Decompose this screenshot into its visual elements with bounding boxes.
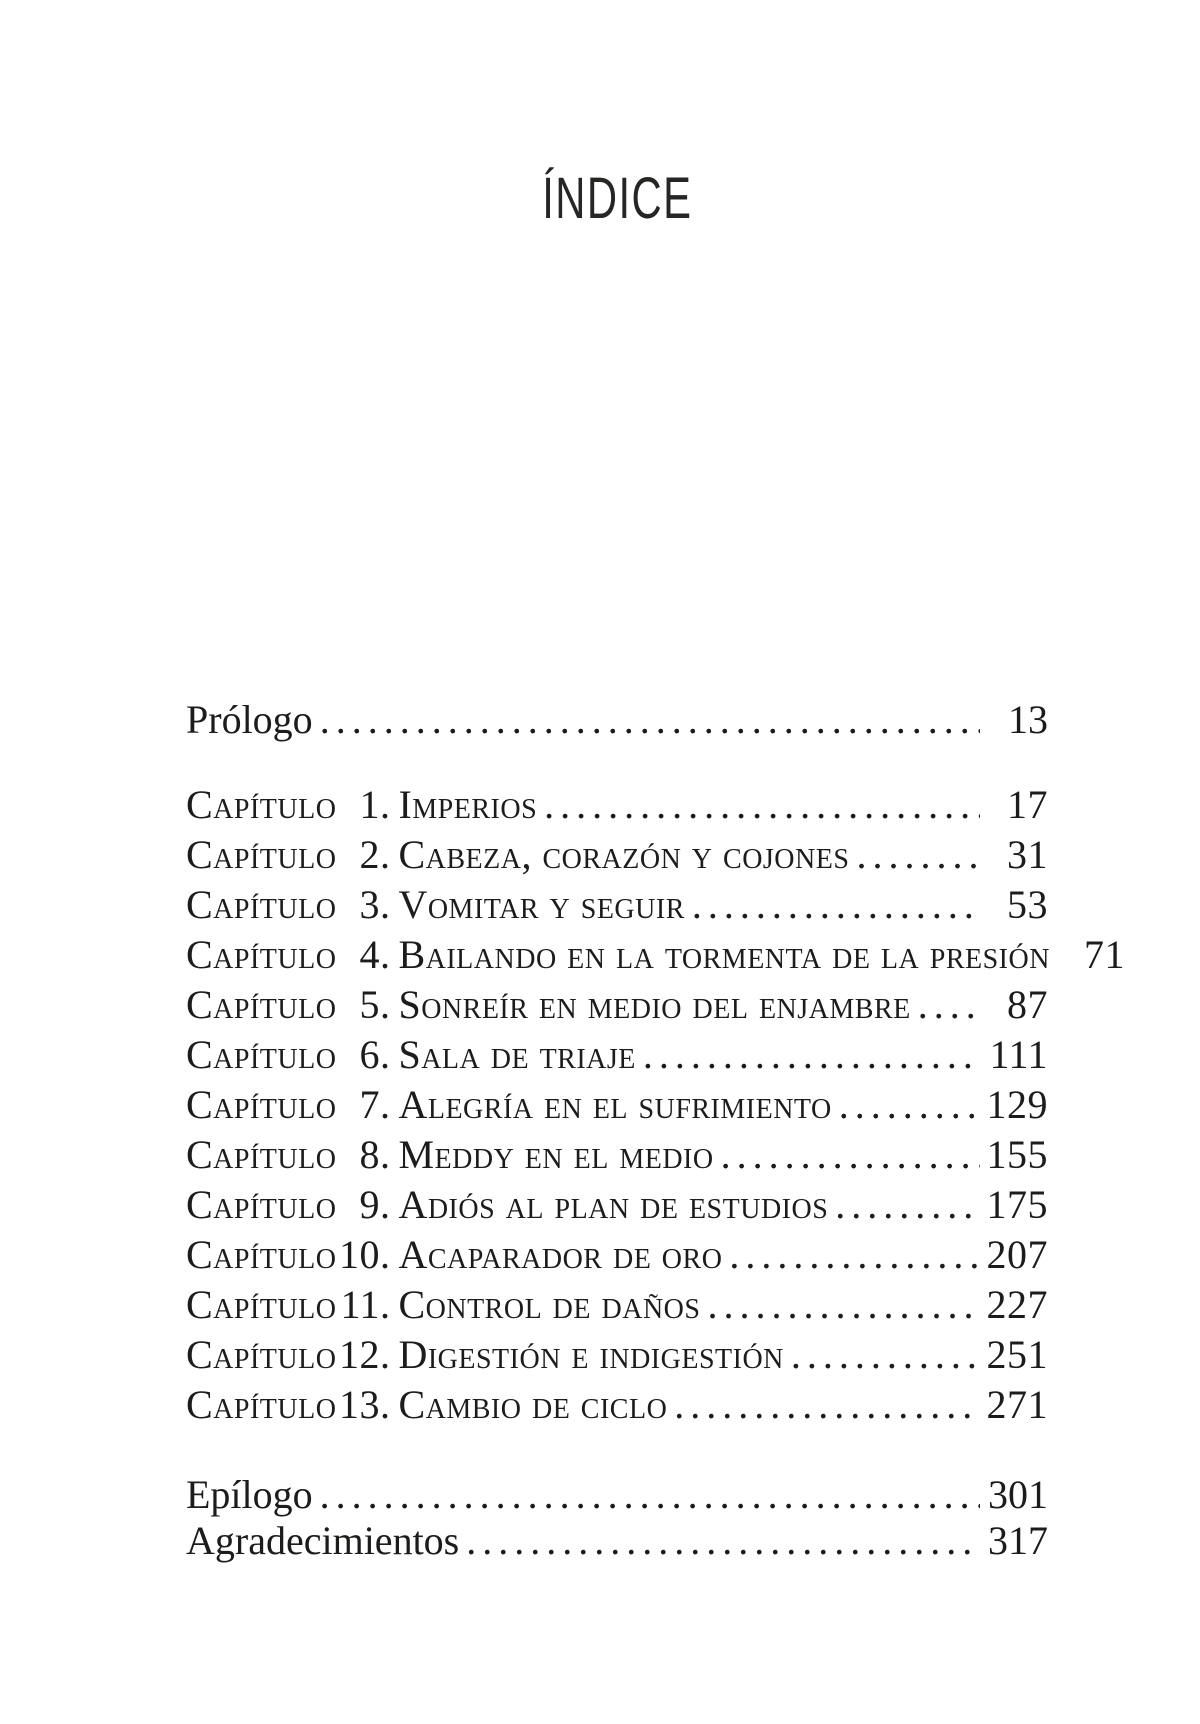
dot-leader: [707, 1280, 980, 1330]
toc-row-chapter-6: [186, 1030, 1048, 1080]
page-header: [186, 0, 1048, 231]
toc-row-chapter-4: [186, 930, 1125, 980]
toc-row-chapter-7: [186, 1080, 1048, 1130]
entry-label: Agradecimientos: [186, 1518, 460, 1563]
page-number: 13: [1008, 697, 1048, 742]
page-number: 71: [1083, 932, 1125, 977]
chapter-word: Capítulo: [186, 1032, 337, 1077]
dot-leader: [791, 1330, 980, 1380]
chapter-number: 2.: [359, 832, 391, 877]
chapter-title: Meddy en el medio: [398, 1132, 714, 1177]
dot-leader: [320, 698, 980, 742]
page-number: 17: [1007, 782, 1048, 827]
table-of-contents: [186, 697, 1125, 1564]
page-number: 155: [986, 1132, 1048, 1177]
page-number: 227: [986, 1282, 1048, 1327]
dot-leader: [320, 1472, 980, 1518]
toc-row-chapter-10: [186, 1230, 1048, 1280]
chapter-number: 12.: [338, 1332, 391, 1377]
dot-leader: [729, 1230, 980, 1280]
toc-row-epilogo: [186, 1472, 1048, 1518]
chapter-title: Bailando en la tormenta de la presión: [398, 932, 1050, 977]
chapter-word: Capítulo: [186, 882, 337, 927]
toc-row-chapter-13: [186, 1380, 1048, 1430]
toc-row-chapter-12: [186, 1330, 1048, 1380]
chapter-title: Cabeza, corazón y cojones: [398, 832, 850, 877]
chapter-title: Adiós al plan de estudios: [398, 1182, 829, 1227]
dot-leader: [466, 1518, 980, 1564]
page-number: 111: [989, 1032, 1048, 1077]
page-number: 271: [986, 1382, 1048, 1427]
page-number: 87: [1007, 982, 1048, 1027]
chapter-number: 6.: [359, 1032, 391, 1077]
chapter-word: Capítulo: [186, 932, 337, 977]
dot-leader: [643, 1030, 980, 1080]
chapter-title: Acaparador de oro: [398, 1232, 723, 1277]
dot-leader: [839, 1080, 980, 1130]
chapter-number: 7.: [359, 1082, 391, 1127]
chapter-number: 1.: [359, 782, 391, 827]
dot-leader: [856, 830, 980, 880]
chapter-number: 5.: [359, 982, 391, 1027]
chapter-title: Cambio de ciclo: [398, 1382, 668, 1427]
section-gap: [186, 1430, 1048, 1472]
dot-leader: [835, 1180, 980, 1230]
dot-leader: [721, 1130, 980, 1180]
chapter-word: Capítulo: [186, 1132, 337, 1177]
chapter-title: Sonreír en medio del enjambre: [398, 982, 911, 1027]
chapter-number: 11.: [340, 1282, 391, 1327]
chapter-word: Capítulo: [186, 782, 337, 827]
toc-row-chapter-3: [186, 880, 1048, 930]
chapter-word: Capítulo: [186, 982, 337, 1027]
chapter-word: Capítulo: [186, 1332, 337, 1377]
chapter-title: Alegría en el sufrimiento: [398, 1082, 832, 1127]
toc-row-chapter-2: [186, 830, 1048, 880]
chapter-title: Control de daños: [398, 1282, 701, 1327]
chapter-word: Capítulo: [186, 1282, 337, 1327]
chapter-word: Capítulo: [186, 832, 337, 877]
entry-label: Prólogo: [186, 697, 313, 742]
chapter-number: 4.: [359, 932, 391, 977]
page-number: 301: [988, 1472, 1048, 1517]
dot-leader: [674, 1380, 980, 1430]
chapter-number: 9.: [359, 1182, 391, 1227]
page-number: 53: [1007, 882, 1048, 927]
toc-row-agradecimientos: [186, 1518, 1048, 1564]
chapter-title: Sala de triaje: [398, 1032, 636, 1077]
toc-row-chapter-9: [186, 1180, 1048, 1230]
chapter-number: 13.: [338, 1382, 391, 1427]
toc-row-chapter-5: [186, 980, 1048, 1030]
page-number: 207: [986, 1232, 1048, 1277]
toc-row-chapter-11: [186, 1280, 1048, 1330]
toc-row-chapter-1: [186, 780, 1048, 830]
dot-leader: [544, 780, 980, 830]
chapter-word: Capítulo: [186, 1382, 337, 1427]
toc-row-prologo: [186, 698, 1048, 742]
page-number: 317: [988, 1518, 1048, 1563]
chapter-title: Digestión e indigestión: [398, 1332, 784, 1377]
chapter-word: Capítulo: [186, 1182, 337, 1227]
chapter-title: Imperios: [398, 782, 538, 827]
toc-row-chapter-8: [186, 1130, 1048, 1180]
chapter-number: 3.: [359, 882, 391, 927]
entry-label: Epílogo: [186, 1472, 313, 1517]
dot-leader: [692, 880, 980, 930]
chapter-word: Capítulo: [186, 1232, 337, 1277]
page-number: 129: [986, 1082, 1048, 1127]
chapter-number: 8.: [359, 1132, 391, 1177]
section-gap: [186, 742, 1048, 780]
page-number: 251: [986, 1332, 1048, 1377]
chapter-number: 10.: [338, 1232, 391, 1277]
chapter-word: Capítulo: [186, 1082, 337, 1127]
page-number: 31: [1007, 832, 1048, 877]
page-title: ÍNDICE: [541, 166, 693, 231]
page-number: 175: [986, 1182, 1048, 1227]
chapter-title: Vomitar y seguir: [398, 882, 685, 927]
dot-leader: [918, 980, 980, 1030]
